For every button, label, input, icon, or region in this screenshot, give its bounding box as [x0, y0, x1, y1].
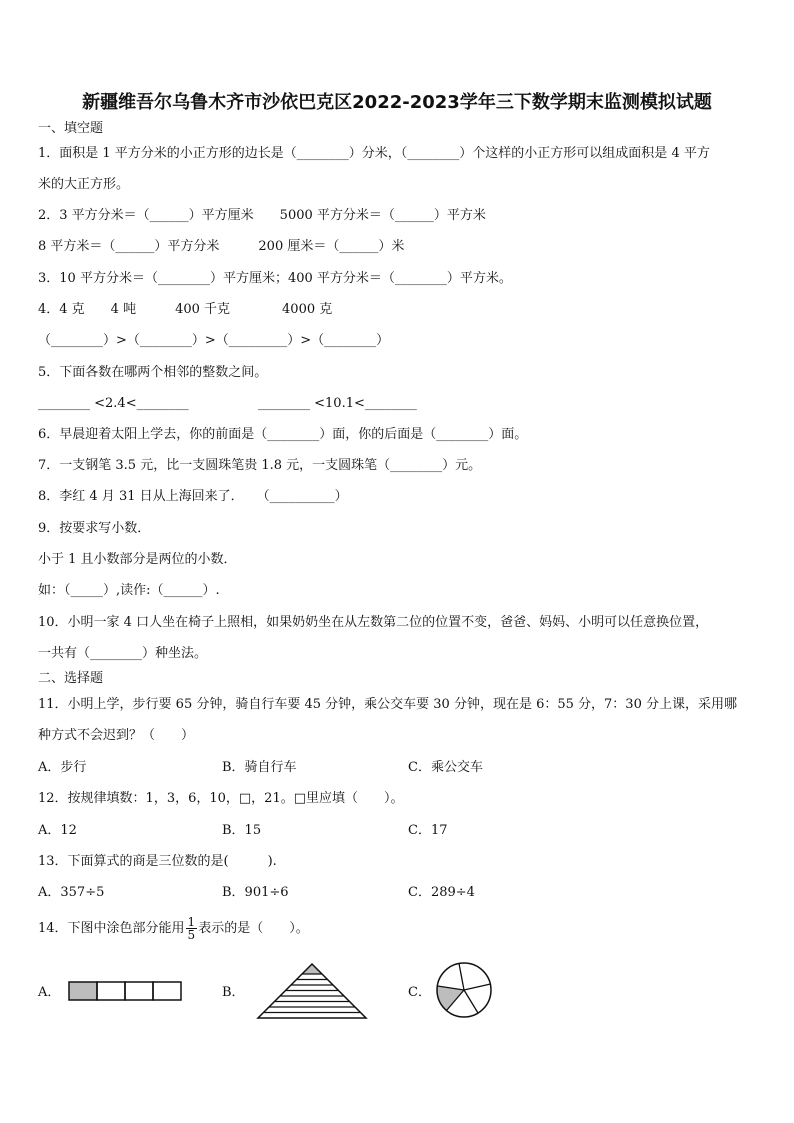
section-choice-heading: 二、选择题 [38, 671, 104, 686]
question-13: 13．下面算式的商是三位数的是( ). [38, 854, 277, 869]
fraction-numerator: 1 [187, 915, 196, 929]
question-6: 6．早晨迎着太阳上学去，你的前面是（________）面，你的后面是（________）面。 [38, 427, 528, 442]
question-3: 3．10 平方分米＝（________）平方厘米；400 平方分米＝（________）平方米。 [38, 271, 512, 286]
question-5-line-1: 5．下面各数在哪两个相邻的整数之间。 [38, 365, 268, 380]
page-title: 新疆维吾尔乌鲁木齐市沙依巴克区2022-2023学年三下数学期末监测模拟试题 [82, 92, 712, 113]
figure-striped-triangle [256, 962, 368, 1020]
question-11-option-c: C．乘公交车 [408, 760, 483, 775]
question-11-line-2: 种方式不会迟到？（ ） [38, 728, 195, 743]
question-10-line-1: 10．小明一家 4 口人坐在椅子上照相，如果奶奶坐在从左数第二位的位置不变，爸爸、妈妈、小明可以任意换位置， [38, 615, 709, 630]
question-14-text-post: 表示的是（ ）。 [198, 921, 309, 936]
question-12-option-b: B．15 [222, 823, 262, 838]
fraction-denominator: 5 [187, 928, 196, 942]
question-14 [38, 914, 309, 944]
question-13-option-b: B．901÷6 [222, 885, 289, 900]
question-10-line-2: 一共有（________）种坐法。 [38, 646, 208, 661]
question-2-line-1: 2．3 平方分米＝（______）平方厘米 5000 平方分米＝（______）平方米 [38, 208, 486, 223]
question-4-line-2: （________）>（________）>（_________）>（________） [38, 333, 390, 348]
question-7: 7．一支钢笔 3.5 元，比一支圆珠笔贵 1.8 元，一支圆珠笔（________）元。 [38, 458, 482, 473]
strip-cell [125, 982, 153, 1000]
question-8: 8．李红 4 月 31 日从上海回来了． （__________） [38, 489, 348, 504]
question-14-option-a-label: A． [38, 985, 61, 1000]
fraction-one-fifth [186, 916, 198, 941]
figure-strip-five-parts [68, 981, 182, 1001]
figure-pie-five-sectors [436, 962, 492, 1018]
section-fill-blank-heading: 一、填空题 [38, 121, 104, 136]
question-9-line-1: 9．按要求写小数． [38, 521, 151, 536]
question-14-text-pre: 14．下图中涂色部分能用 [38, 921, 185, 936]
question-1-line-1: 1．面积是 1 平方分米的小正方形的边长是（________）分米，（________）个这样的小正方形可以组成面积是 4 平方 [38, 146, 710, 161]
question-2-line-2: 8 平方米＝（______）平方分米 200 厘米＝（______）米 [38, 239, 405, 254]
question-5-range-1: ________ <2.4<________ [38, 396, 189, 411]
question-1-line-2: 米的大正方形。 [38, 177, 130, 192]
question-11-line-1: 11．小明上学，步行要 65 分钟，骑自行车要 45 分钟，乘公交车要 30 分钟，现在是 6：55 分，7：30 分上课，采用哪 [38, 697, 737, 712]
question-4-line-1: 4．4 克 4 吨 400 千克 4000 克 [38, 302, 333, 317]
question-11-option-b: B．骑自行车 [222, 760, 297, 775]
strip-cell [97, 982, 125, 1000]
question-11-option-a: A．步行 [38, 760, 87, 775]
question-9-line-3: 如：（_____）,读作:（______）. [38, 583, 220, 598]
question-12-option-a: A．12 [38, 823, 77, 838]
question-13-option-a: A．357÷5 [38, 885, 105, 900]
question-12: 12．按规律填数：1，3，6，10，□，21。□里应填（ ）。 [38, 791, 404, 806]
question-9-line-2: 小于 1 且小数部分是两位的小数． [38, 552, 237, 567]
question-5-range-2: ________ <10.1<________ [258, 396, 417, 411]
strip-cell [153, 982, 181, 1000]
triangle-top-shaded [303, 964, 322, 974]
question-14-option-b-label: B． [222, 985, 245, 1000]
question-13-option-c: C．289÷4 [408, 885, 475, 900]
question-12-option-c: C．17 [408, 823, 448, 838]
question-14-option-c-label: C． [408, 985, 431, 1000]
strip-cell-shaded [69, 982, 97, 1000]
